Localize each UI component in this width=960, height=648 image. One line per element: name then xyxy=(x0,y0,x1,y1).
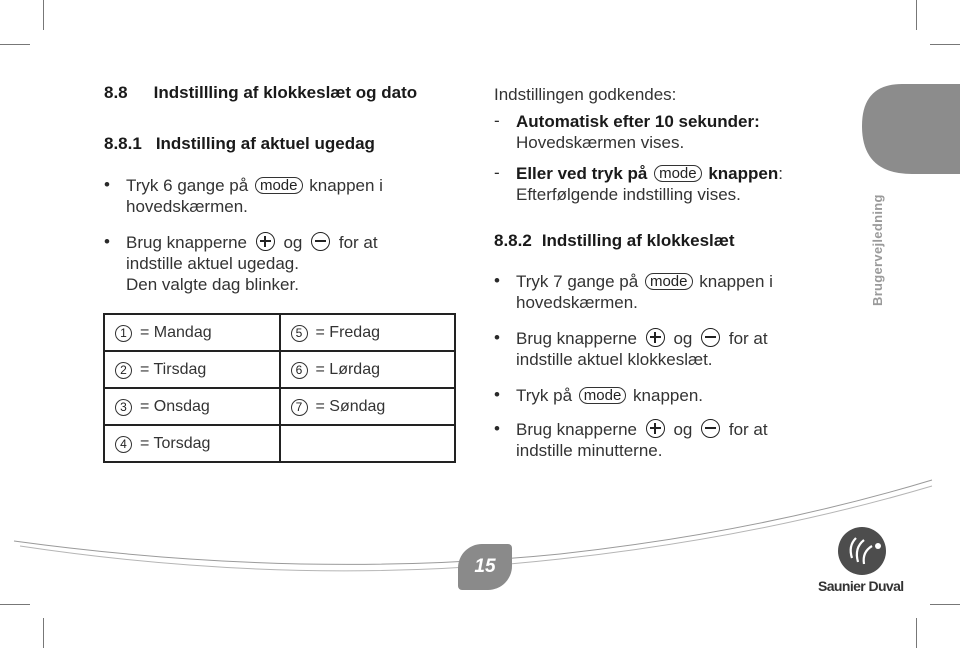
plus-button-icon xyxy=(256,232,275,251)
approval-option-auto: Automatisk efter 10 sekunder: Hovedskærmen vises. xyxy=(516,112,760,152)
crop-mark xyxy=(930,604,960,605)
plus-button-icon xyxy=(646,419,665,438)
side-tab-shape xyxy=(862,84,960,174)
plus-button-icon xyxy=(646,328,665,347)
right-bullet-3: Tryk på mode knappen. xyxy=(516,386,703,405)
day-cell: 7 = Søndag xyxy=(280,388,456,425)
day-number-icon: 3 xyxy=(115,399,132,416)
minus-button-icon xyxy=(701,328,720,347)
crop-mark xyxy=(916,618,917,648)
day-cell-empty xyxy=(280,425,456,462)
bullet: • xyxy=(104,175,110,194)
crop-mark xyxy=(916,0,917,30)
crop-mark xyxy=(0,604,30,605)
day-cell: 2 = Tirsdag xyxy=(104,351,280,388)
section-8-8-heading: 8.8 Indstillling af klokkeslæt og dato xyxy=(104,83,418,102)
dash: - xyxy=(494,163,500,182)
mode-button-icon: mode xyxy=(654,165,702,182)
bullet: • xyxy=(494,419,500,438)
section-8-8-1-heading: 8.8.1 Indstilling af aktuel ugedag xyxy=(104,134,375,153)
approval-intro: Indstillingen godkendes: xyxy=(494,85,677,104)
weekday-table xyxy=(103,313,456,463)
day-cell: 1 = Mandag xyxy=(104,314,280,351)
day-number-icon: 1 xyxy=(115,325,132,342)
brand-logo-icon xyxy=(834,526,890,576)
page-number: 15 xyxy=(474,556,496,577)
day-number-icon: 6 xyxy=(291,362,308,379)
bullet: • xyxy=(104,232,110,251)
right-bullet-2: Brug knapperne og for at indstille aktuel klokkeslæt. xyxy=(516,329,768,369)
bullet: • xyxy=(494,385,500,404)
day-number-icon: 7 xyxy=(291,399,308,416)
right-bullet-1: Tryk 7 gange på mode knappen i hovedskærmen. xyxy=(516,272,773,312)
left-bullet-2: Brug knapperne og for at indstille aktuel ugedag. Den valgte dag blinker. xyxy=(126,233,378,294)
day-number-icon: 4 xyxy=(115,436,132,453)
day-cell: 4 = Torsdag xyxy=(104,425,280,462)
brand-name: Saunier Duval xyxy=(818,578,904,594)
right-bullet-4: Brug knapperne og for at indstille minutterne. xyxy=(516,420,768,460)
side-tab-label: Brugervejledning xyxy=(870,194,885,306)
mode-button-icon: mode xyxy=(255,177,303,194)
bullet: • xyxy=(494,271,500,290)
minus-button-icon xyxy=(311,232,330,251)
section-8-8-2-heading: 8.8.2 Indstilling af klokkeslæt xyxy=(494,231,735,250)
mode-button-icon: mode xyxy=(579,387,627,404)
day-cell: 5 = Fredag xyxy=(280,314,456,351)
crop-mark xyxy=(43,0,44,30)
bullet: • xyxy=(494,328,500,347)
day-cell: 3 = Onsdag xyxy=(104,388,280,425)
crop-mark xyxy=(43,618,44,648)
dash: - xyxy=(494,111,500,130)
minus-button-icon xyxy=(701,419,720,438)
day-cell: 6 = Lørdag xyxy=(280,351,456,388)
day-number-icon: 5 xyxy=(291,325,308,342)
day-number-icon: 2 xyxy=(115,362,132,379)
crop-mark xyxy=(0,44,30,45)
crop-mark xyxy=(930,44,960,45)
mode-button-icon: mode xyxy=(645,273,693,290)
approval-option-mode: Eller ved tryk på mode knappen: Efterfølgende indstilling vises. xyxy=(516,164,783,204)
left-bullet-1: Tryk 6 gange på mode knappen i hovedskærmen. xyxy=(126,176,383,216)
